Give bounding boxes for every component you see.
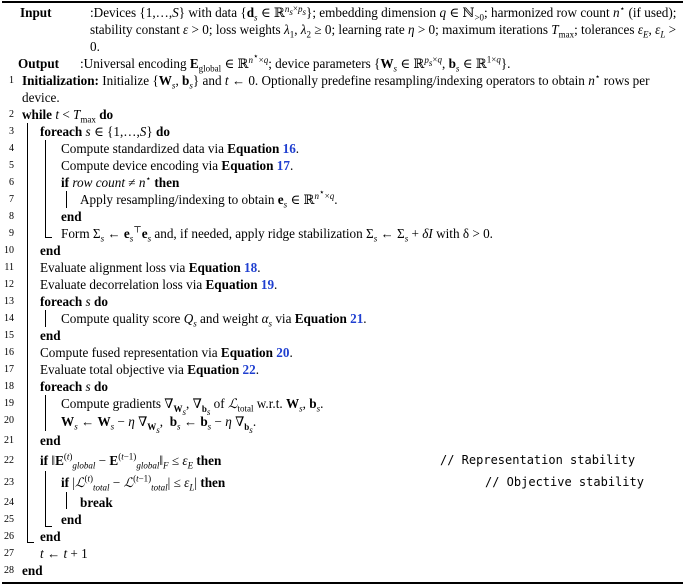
foreach-bar bbox=[45, 140, 46, 238]
line-number: 7 bbox=[9, 194, 14, 205]
keyword: do bbox=[93, 379, 108, 394]
if-bar bbox=[66, 492, 67, 509]
algo-line-19: Compute gradients $\nabla_{W_s}$, $\nabla_{b_s}$ of ℒ$_{total}$ w.r.t. $W_s$, $b_s$. bbox=[61, 396, 324, 417]
line-number: 3 bbox=[9, 126, 14, 137]
line-number: 9 bbox=[9, 228, 14, 239]
algo-line-5: Compute device encoding via Equation 17. bbox=[61, 158, 294, 173]
algo-line-25 bbox=[61, 511, 82, 528]
input-label: Input bbox=[20, 5, 52, 20]
line-number: 24 bbox=[4, 497, 14, 508]
step-text: via bbox=[275, 311, 292, 326]
keyword: do bbox=[155, 124, 170, 139]
step-text: Compute gradients bbox=[61, 396, 161, 411]
algo-line-23: if |ℒ$^{(t)}_{total}$ − ℒ$^{(t-1)}_{total}$| ≤ $\varepsilon_L|$ then bbox=[61, 473, 226, 493]
algo-line-21 bbox=[40, 432, 61, 449]
keyword: while bbox=[22, 107, 53, 122]
algo-line-15 bbox=[40, 327, 61, 344]
if-bar bbox=[45, 471, 46, 527]
if-bar bbox=[66, 191, 67, 208]
step-text: Form bbox=[61, 226, 90, 241]
line-number: 23 bbox=[4, 477, 14, 488]
line-number: 12 bbox=[4, 279, 14, 290]
line-number: 17 bbox=[4, 364, 14, 375]
equation-word: Equation bbox=[205, 277, 258, 292]
algo-line-12: Evaluate decorrelation loss via Equation 19. bbox=[40, 277, 278, 292]
line-number: 11 bbox=[4, 262, 14, 273]
line-number: 27 bbox=[4, 548, 14, 559]
if-tick bbox=[45, 526, 52, 527]
equation-ref[interactable]: 17 bbox=[276, 158, 290, 173]
algo-line-3: foreach s ∈ {1,…,S} do bbox=[40, 124, 170, 139]
line-number: 16 bbox=[4, 347, 14, 358]
equation-word: Equation bbox=[227, 141, 280, 156]
line-number: 15 bbox=[4, 330, 14, 341]
step-text: and, if needed, apply ridge stabilization bbox=[154, 226, 363, 241]
line-number: 5 bbox=[9, 160, 14, 171]
line-number: 18 bbox=[4, 381, 14, 392]
step-text: with δ > 0. bbox=[436, 226, 493, 241]
algo-line-10 bbox=[40, 242, 61, 259]
keyword: foreach bbox=[40, 379, 83, 394]
algo-line-14: Compute quality score $Q_s$ and weight $\alpha_s$ via Equation 21. bbox=[61, 311, 367, 329]
step-text: Evaluate alignment loss via bbox=[40, 260, 186, 275]
step-text: Evaluate total objective via bbox=[40, 362, 184, 377]
algo-line-8 bbox=[61, 208, 82, 225]
keyword: end bbox=[40, 529, 61, 544]
equation-word: Equation bbox=[220, 345, 273, 360]
keyword: if bbox=[61, 475, 70, 490]
foreach-tick bbox=[45, 237, 52, 238]
keyword: end bbox=[40, 243, 61, 258]
equation-ref[interactable]: 22 bbox=[242, 362, 256, 377]
line-number: 21 bbox=[4, 435, 14, 446]
equation-ref[interactable]: 16 bbox=[282, 141, 296, 156]
bottom-rule bbox=[2, 582, 683, 584]
algo-line-27: t ← t + 1 bbox=[40, 546, 88, 561]
algo-line-26 bbox=[40, 528, 61, 545]
condition-text: row count bbox=[72, 175, 125, 190]
line-number: 13 bbox=[4, 296, 14, 307]
keyword: then bbox=[200, 475, 226, 490]
line-number: 25 bbox=[4, 514, 14, 525]
keyword: end bbox=[40, 328, 61, 343]
line-number: 1 bbox=[9, 75, 14, 86]
algo-line-2: while $t < T_{max}$ do bbox=[22, 107, 114, 125]
keyword: end bbox=[40, 433, 61, 448]
algo-line-16: Compute fused representation via Equation 20. bbox=[40, 345, 293, 360]
algo-line-1: Initialization: Initialize {$W_s$, $b_s$} and t ← 0. Optionally predefine resampling/indexing operators to obtain n⋆ rows per device. bbox=[22, 71, 650, 105]
output-text: :Universal encoding $E_{global}$ ∈ ℝ$^{n^⋆\times q}$; device parameters {$W_s$ ∈ ℝ$^{p_s\times q}$, $b_s$ ∈ ℝ$^{1\times q}$}. bbox=[80, 50, 511, 74]
algo-line-17: Evaluate total objective via Equation 22. bbox=[40, 362, 260, 377]
keyword: end bbox=[61, 512, 82, 527]
algo-line-9: Form $\Sigma_s$ ← $e_s^⊤e_s$ and, if needed, apply ridge stabilization $\Sigma_s$ ← $\Sigma_s + \delta I$ with δ > 0. bbox=[61, 224, 493, 244]
keyword: end bbox=[61, 209, 82, 224]
line-number: 14 bbox=[4, 313, 14, 324]
step-text: of bbox=[213, 396, 225, 411]
algo-line-7: Apply resampling/indexing to obtain $e_s$ ∈ ℝ$^{n^⋆\times q}$. bbox=[80, 186, 338, 210]
keyword: end bbox=[22, 563, 43, 578]
algo-line-20: $W_s$ ← $W_s - \eta$ $\nabla_{W_s}$, $b_s$ ← $b_s - \eta$ $\nabla_{b_s}$. bbox=[61, 414, 257, 435]
step-text: Compute fused representation via bbox=[40, 345, 218, 360]
equation-word: Equation bbox=[188, 260, 241, 275]
top-rule bbox=[2, 1, 683, 3]
step-text: and weight bbox=[200, 311, 259, 326]
equation-ref[interactable]: 19 bbox=[260, 277, 275, 292]
keyword: if bbox=[61, 175, 70, 190]
equation-word: Equation bbox=[221, 158, 274, 173]
step-text: Compute device encoding via bbox=[61, 158, 219, 173]
keyword: then bbox=[154, 175, 180, 190]
line-number: 20 bbox=[4, 415, 14, 426]
equation-word: Equation bbox=[187, 362, 240, 377]
step-text: Compute quality score bbox=[61, 311, 181, 326]
foreach-bar bbox=[45, 310, 46, 327]
comment-representation-stability: // Representation stability bbox=[440, 453, 636, 467]
keyword: foreach bbox=[40, 124, 83, 139]
line-number: 8 bbox=[9, 211, 14, 222]
algo-line-28 bbox=[22, 562, 43, 579]
keyword: foreach bbox=[40, 294, 83, 309]
line-number: 10 bbox=[4, 245, 14, 256]
step-text: Compute standardized data via bbox=[61, 141, 224, 156]
line-number: 28 bbox=[4, 565, 14, 576]
step-text: Apply resampling/indexing to obtain bbox=[80, 192, 275, 207]
while-bar bbox=[27, 123, 28, 543]
foreach-bar bbox=[45, 395, 46, 431]
equation-ref[interactable]: 21 bbox=[350, 311, 364, 326]
output-label: Output bbox=[18, 56, 60, 71]
equation-ref[interactable]: 20 bbox=[276, 345, 290, 360]
algo-line-13: foreach s do bbox=[40, 294, 108, 309]
keyword: Initialization: bbox=[22, 73, 99, 88]
keyword: do bbox=[93, 294, 108, 309]
keyword: break bbox=[80, 495, 113, 510]
comment-objective-stability: // Objective stability bbox=[485, 475, 644, 489]
keyword: do bbox=[99, 107, 114, 122]
line-number: 6 bbox=[9, 177, 14, 188]
algo-line-22: if $‖E^{(t)}_{global}$ − $E^{(t-1)}_{global}‖_F \le \varepsilon_E$ then bbox=[40, 451, 222, 471]
algo-line-18: foreach s do bbox=[40, 379, 108, 394]
algo-line-6: if row count ≠ n⋆ then bbox=[61, 173, 180, 190]
step-text: w.r.t. bbox=[256, 396, 283, 411]
line-number: 4 bbox=[9, 143, 14, 154]
algo-line-4: Compute standardized data via Equation 16. bbox=[61, 141, 300, 156]
keyword: if bbox=[40, 453, 49, 468]
while-tick bbox=[27, 542, 34, 543]
equation-word: Equation bbox=[294, 311, 347, 326]
algo-line-24 bbox=[80, 494, 113, 511]
line-number: 26 bbox=[4, 531, 14, 542]
step-text: Evaluate decorrelation loss via bbox=[40, 277, 203, 292]
line-number: 22 bbox=[4, 455, 14, 466]
input-text: :Devices {1,…,S} with data {$d_s$ ∈ ℝ$^{n_s\times p_s}$}; embedding dimension q ∈ ℕ$_{>0}$; harmonized row count n⋆ (if used); stability constant ε > 0; loss weights $\lambda_1$, $\lambda_2 \ge 0$; learning rate η > 0; maximum iterations $T_{max}$; tolerances $\varepsilon_E$, $\varepsilon_L > 0$. bbox=[90, 3, 677, 54]
line-number: 2 bbox=[9, 109, 14, 120]
line-number: 19 bbox=[4, 398, 14, 409]
equation-ref[interactable]: 18 bbox=[244, 260, 258, 275]
keyword: then bbox=[196, 453, 222, 468]
algo-line-11: Evaluate alignment loss via Equation 18. bbox=[40, 260, 261, 275]
